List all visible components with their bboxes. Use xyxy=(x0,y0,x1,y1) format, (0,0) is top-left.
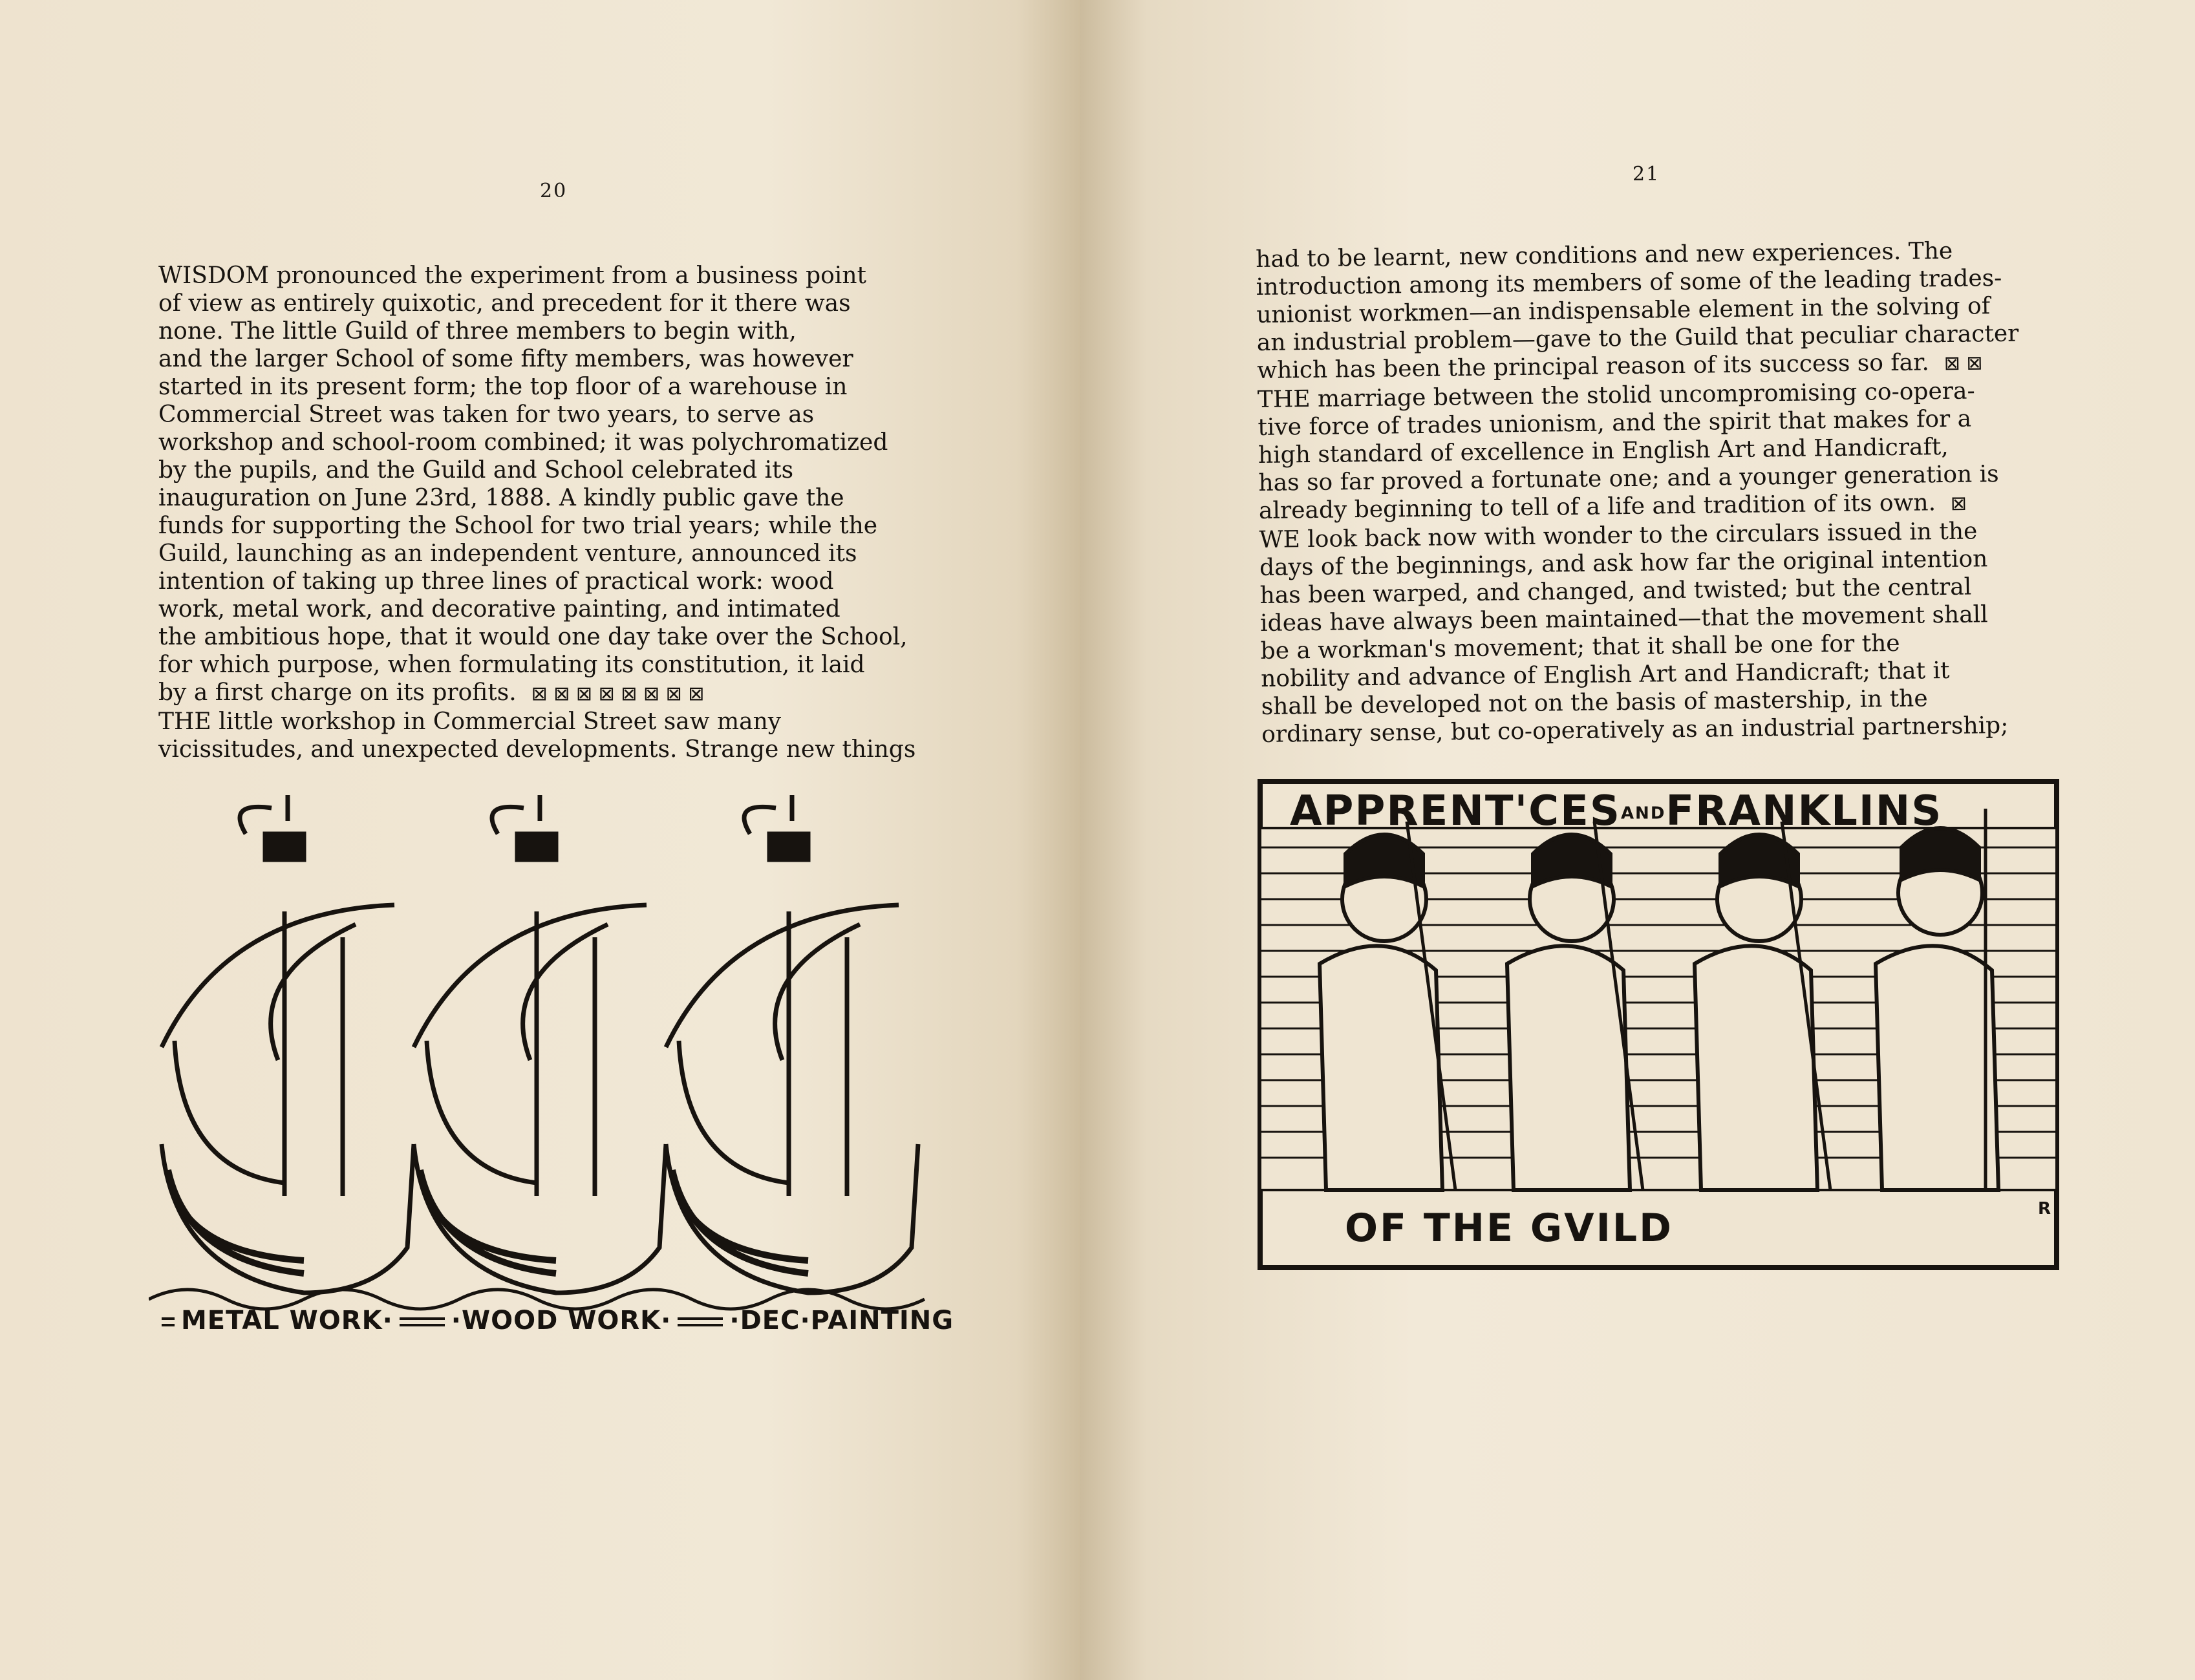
caption-dec-painting: ·DEC·PAINTING xyxy=(729,1306,954,1335)
title-and: AND xyxy=(1620,803,1666,824)
caption-rule xyxy=(400,1317,445,1326)
page-number: 20 xyxy=(540,180,568,202)
page-number: 21 xyxy=(1633,163,1660,186)
apprentice-figure xyxy=(1507,835,1630,1190)
artist-initial: R xyxy=(2038,1199,2051,1218)
text-line: inauguration on June 23rd, 1888. A kindly public gave the xyxy=(158,485,844,511)
caption-metal-work: METAL WORK· xyxy=(181,1306,393,1335)
text-line: had to be learnt, new conditions and new experiences. The xyxy=(1256,237,1953,273)
ornament-row: ⊠ ⊠ xyxy=(1943,352,1983,376)
caption-wood-work: ·WOOD WORK· xyxy=(451,1306,672,1335)
ship-2 xyxy=(414,795,666,1293)
text-line: intention of taking up three lines of practical work: wood xyxy=(158,568,834,595)
text-line: Commercial Street was taken for two years, to serve as xyxy=(158,401,815,428)
text-line: high standard of excellence in English Art and Handicraft, xyxy=(1258,433,1949,469)
text-line: and the larger School of some fifty members, was however xyxy=(158,346,853,372)
text-line: workshop and school-room combined; it was polychromatized xyxy=(158,429,888,456)
apprentice-figure xyxy=(1876,828,1998,1190)
ornament-row: ⊠ ⊠ ⊠ ⊠ ⊠ ⊠ ⊠ ⊠ xyxy=(531,683,705,705)
text-line: funds for supporting the School for two trial years; while the xyxy=(158,513,878,539)
apprentice-figures xyxy=(1320,828,1998,1190)
apprentice-figure xyxy=(1695,835,1817,1190)
text-line-part: already beginning to tell of a life and tradition of its own. xyxy=(1258,489,1936,524)
text-line: has been warped, and changed, and twisted; but the central xyxy=(1259,573,1972,609)
text-line-part: by a first charge on its profits. xyxy=(158,679,517,706)
text-line: by the pupils, and the Guild and School celebrated its xyxy=(158,457,794,484)
title-part: APPRENT xyxy=(1290,787,1515,835)
text-line: WE look back now with wonder to the circulars issued in the xyxy=(1259,518,1978,553)
ship-1 xyxy=(162,795,414,1293)
text-line: shall be developed not on the basis of mastership, in the xyxy=(1261,685,1928,720)
caption-rule xyxy=(162,1317,175,1326)
text-line: ideas have always been maintained—that the movement shall xyxy=(1259,601,1988,637)
text-line: days of the beginnings, and ask how far the original intention xyxy=(1259,546,1988,581)
apprentices-title: APPRENT'CESANDFRANKLINS xyxy=(1290,787,1943,835)
ships-illustration xyxy=(149,782,944,1332)
text-line: be a workman's movement; that it shall be one for the xyxy=(1260,630,1900,665)
text-line-part: which has been the principal reason of its success so far. xyxy=(1257,349,1930,384)
text-line: tive force of trades unionism, and the spirit that makes for a xyxy=(1258,405,1972,441)
illustration-caption xyxy=(155,1306,954,1335)
text-line: work, metal work, and decorative painting, and intimated xyxy=(158,596,841,622)
text-line: introduction among its members of some of the leading trades- xyxy=(1256,264,2002,301)
ornament-row: ⊠ xyxy=(1950,492,1967,515)
apprentice-figure xyxy=(1320,835,1442,1190)
text-line: THE marriage between the stolid uncompromising co-opera- xyxy=(1257,377,1975,413)
title-part: FRANKLINS xyxy=(1665,787,1943,835)
right-paragraph xyxy=(1256,235,2089,749)
text-line: for which purpose, when formulating its constitution, it laid xyxy=(158,652,865,678)
left-paragraph xyxy=(158,262,934,763)
text-line: of view as entirely quixotic, and precedent for it there was xyxy=(158,290,851,317)
text-line: has so far proved a fortunate one; and a younger generation is xyxy=(1258,460,1999,496)
caption-rule xyxy=(678,1317,723,1326)
text-line: an industrial problem—gave to the Guild that peculiar character xyxy=(1256,320,2019,356)
apprentices-illustration xyxy=(1258,779,2059,1270)
title-part: CES xyxy=(1528,787,1621,835)
text-line: nobility and advance of English Art and Handicraft; that it xyxy=(1260,657,1950,692)
text-line: ordinary sense, but co-operatively as an industrial partnership; xyxy=(1261,712,2009,748)
text-line: THE little workshop in Commercial Street saw many xyxy=(158,708,782,735)
apprentices-artwork xyxy=(1261,783,2055,1266)
text-line: Guild, launching as an independent venture, announced its xyxy=(158,540,857,567)
text-line: the ambitious hope, that it would one day take over the School, xyxy=(158,624,908,650)
text-line: unionist workmen—an indispensable element in the solving of xyxy=(1256,293,1991,328)
text-line: started in its present form; the top floor of a warehouse in xyxy=(158,374,848,400)
text-line: none. The little Guild of three members to begin with, xyxy=(158,318,797,345)
ship-3 xyxy=(666,795,918,1293)
text-line: vicissitudes, and unexpected developments. Strange new things xyxy=(158,736,916,763)
text-line xyxy=(158,679,934,708)
left-page xyxy=(0,0,1093,1680)
text-line: WISDOM pronounced the experiment from a business point xyxy=(158,262,866,289)
apprentices-subtitle: OF THE GVILD xyxy=(1345,1206,1673,1251)
